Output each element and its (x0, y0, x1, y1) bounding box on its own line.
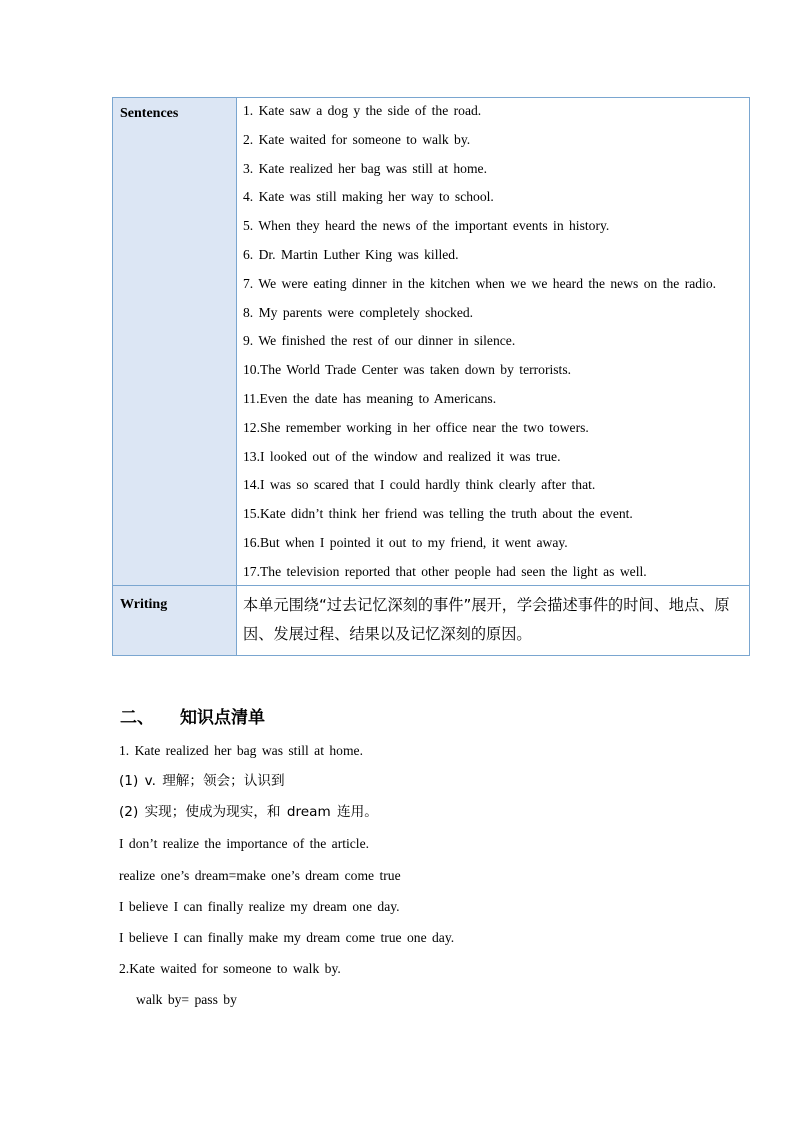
sentence-item: 6. Dr. Martin Luther King was killed. (243, 246, 459, 262)
sentence-item: 16.But when I pointed it out to my friend, it went away. (243, 534, 568, 550)
sentences-row (113, 98, 750, 586)
sentence-item: 2. Kate waited for someone to walk by. (243, 131, 471, 147)
point-line-9: walk by= pass by (136, 992, 237, 1007)
point-line-3: (2) 实现；使成为现实，和 dream 连用。 (119, 804, 378, 820)
sentence-item: 14.I was so scared that I could hardly think clearly after that. (243, 477, 596, 493)
sentence-item: 4. Kate was still making her way to school. (243, 189, 494, 205)
sentence-item: 12.She remember working in her office near the two towers. (243, 419, 589, 435)
sentence-item: 7. We were eating dinner in the kitchen when we we heard the news on the radio. (243, 275, 717, 291)
sentences-cell (237, 98, 750, 586)
point-line-8: 2.Kate waited for someone to walk by. (119, 961, 341, 976)
sentence-item: 3. Kate realized her bag was still at home. (243, 160, 487, 176)
sentence-item: 10.The World Trade Center was taken down by terrorists. (243, 362, 572, 378)
writing-label: Writing (113, 585, 237, 655)
point-line-5: realize one’s dream=make one’s dream come true (119, 868, 401, 883)
sentence-item: 9. We finished the rest of our dinner in silence. (243, 333, 516, 349)
point-line-4: I don’t realize the importance of the article. (119, 836, 370, 851)
section-title: 知识点清单 (180, 708, 265, 728)
point-line-7: I believe I can finally make my dream come true one day. (119, 930, 455, 945)
point-line-6: I believe I can finally realize my dream one day. (119, 899, 400, 914)
lesson-table (112, 97, 750, 656)
sentence-item: 5. When they heard the news of the important events in history. (243, 218, 610, 234)
section-heading (120, 703, 265, 728)
sentence-item: 1. Kate saw a dog y the side of the road. (243, 103, 482, 118)
sentence-list (243, 101, 741, 581)
sentence-item: 13.I looked out of the window and realized it was true. (243, 448, 561, 464)
section-number: 二、 (120, 708, 154, 728)
point-line-2: (1) v. 理解；领会；认识到 (119, 773, 285, 789)
writing-cell (237, 585, 750, 655)
sentence-item: 8. My parents were completely shocked. (243, 304, 474, 320)
writing-description: 本单元围绕“过去记忆深刻的事件”展开，学会描述事件的时间、地点、原因、发展过程、结果以及记忆深刻的原因。 (243, 595, 730, 643)
point-line-1: 1. Kate realized her bag was still at home. (119, 743, 363, 758)
sentence-item: 17.The television reported that other people had seen the light as well. (243, 563, 647, 579)
writing-row (113, 585, 750, 655)
sentences-label: Sentences (113, 98, 237, 586)
sentence-item: 15.Kate didn’t think her friend was telling the truth about the event. (243, 506, 633, 522)
sentence-item: 11.Even the date has meaning to Americans. (243, 390, 497, 406)
